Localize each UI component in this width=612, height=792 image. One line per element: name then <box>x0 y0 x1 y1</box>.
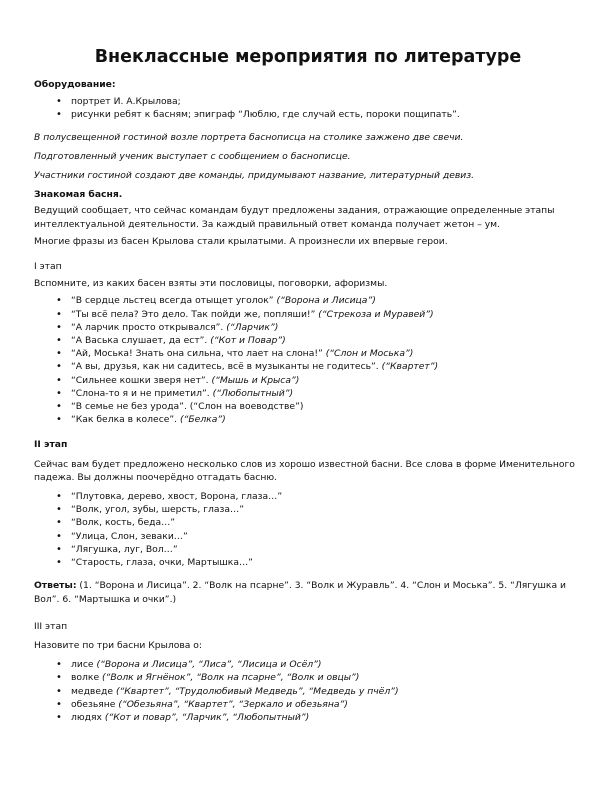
list-item: • людях (“Кот и повар”, “Ларчик”, “Любопытный”) <box>56 711 310 723</box>
bullet-icon: • <box>56 517 62 529</box>
stage3-list <box>34 658 582 724</box>
document-page <box>34 46 582 724</box>
bullet-icon: • <box>56 401 62 413</box>
list-item: • “А вы, друзья, как ни садитесь, всё в музыканты не годитесь”. (“Квартет”) <box>56 361 439 373</box>
bullet-icon: • <box>56 659 62 671</box>
list-item: • “Слона-то я и не приметил”. (“Любопытный”) <box>56 387 294 399</box>
known-fable-paragraph: Ведущий сообщает, что сейчас командам будут предложены задания, отражающие определенные этапы интеллектуальной деятельности. За каждый правильный ответ команда получает жетон – ум. <box>34 205 555 230</box>
stage2-label: II этап <box>34 439 68 451</box>
bullet-icon: • <box>56 557 62 569</box>
bullet-icon: • <box>56 96 62 108</box>
page-title: Внеклассные мероприятия по литературе <box>94 47 522 67</box>
stage3-label: III этап <box>34 620 68 632</box>
stage2-list <box>34 490 582 569</box>
stage1-prompt: Вспомните, из каких басен взяты эти пословицы, поговорки, афоризмы. <box>34 278 388 290</box>
list-item: • “Плутовка, дерево, хвост, Ворона, глаза…” <box>56 491 283 503</box>
known-fable-paragraph: Многие фразы из басен Крылова стали крылатыми. А произнесли их впервые герои. <box>34 235 448 247</box>
intro-line: Подготовленный ученик выступает с сообщением о баснописце. <box>34 150 351 162</box>
stage1-label: I этап <box>34 261 62 273</box>
list-item: • обезьяне (“Обезьяна”, “Квартет”, “Зеркало и обезьяна”) <box>56 698 348 710</box>
list-item: • медведе (“Квартет”, “Трудолюбивый Медведь”, “Медведь у пчёл”) <box>56 685 399 697</box>
list-item: • “Как белка в колесе”. (“Белка”) <box>56 414 226 426</box>
bullet-icon: • <box>56 530 62 542</box>
list-item: • “Лягушка, луг, Вол…” <box>56 543 178 555</box>
list-item: • лисе (“Ворона и Лисица”, “Лиса”, “Лисица и Осёл”) <box>56 659 322 671</box>
bullet-icon: • <box>56 414 62 426</box>
list-item: • “Ай, Моська! Знать она сильна, что лает на слона!” (“Слон и Моська”) <box>56 348 414 360</box>
intro-line: Участники гостиной создают две команды, придумывают название, литературный девиз. <box>34 170 475 182</box>
bullet-icon: • <box>56 308 62 320</box>
list-item: • “Волк, кость, беда…” <box>56 517 176 529</box>
bullet-icon: • <box>56 685 62 697</box>
bullet-icon: • <box>56 387 62 399</box>
list-item: • рисунки ребят к басням; эпиграф “Люблю, где случай есть, пороки пощипать”. <box>56 109 460 121</box>
bullet-icon: • <box>56 543 62 555</box>
bullet-icon: • <box>56 348 62 360</box>
list-item: • “А ларчик просто открывался”. (“Ларчик”) <box>56 321 279 333</box>
bullet-icon: • <box>56 672 62 684</box>
list-item: • “Старость, глаза, очки, Мартышка…” <box>56 557 253 569</box>
list-item: • “Ты всё пела? Это дело. Так пойди же, попляши!” (“Стрекоза и Муравей”) <box>56 308 434 320</box>
bullet-icon: • <box>56 698 62 710</box>
list-item: • “А Васька слушает, да ест”. (“Кот и Повар”) <box>56 335 286 347</box>
bullet-icon: • <box>56 321 62 333</box>
stage2-prompt: Сейчас вам будет предложено несколько слов из хорошо известной басни. Все слова в форме Именительного падежа. Вы должны поочерёдно отгадать басню. <box>34 458 575 483</box>
list-item: • “Улица, Слон, зеваки…” <box>56 530 188 542</box>
known-fable-heading: Знакомая басня. <box>34 189 123 201</box>
stage2-answers: Ответы: (1. “Ворона и Лисица”. 2. “Волк на псарне”. 3. “Волк и Журавль”. 4. “Слон и Моська”. 5. “Лягушка и Вол”. 6. “Мартышка и очки”.) <box>34 580 567 605</box>
list-item: • волке (“Волк и Ягнёнок”, “Волк на псарне”, “Волк и овцы”) <box>56 672 360 684</box>
list-item: • “В семье не без урода”. (“Слон на воеводстве”) <box>56 401 304 413</box>
stage3-prompt: Назовите по три басни Крылова о: <box>34 639 203 651</box>
list-item: • “Волк, угол, зубы, шерсть, глаза…” <box>56 504 244 516</box>
bullet-icon: • <box>56 295 62 307</box>
bullet-icon: • <box>56 109 62 121</box>
list-item: • “Сильнее кошки зверя нет”. (“Мышь и Крыса”) <box>56 374 300 386</box>
bullet-icon: • <box>56 335 62 347</box>
bullet-icon: • <box>56 504 62 516</box>
bullet-icon: • <box>56 711 62 723</box>
bullet-icon: • <box>56 361 62 373</box>
stage1-list <box>34 294 582 426</box>
bullet-icon: • <box>56 374 62 386</box>
bullet-icon: • <box>56 491 62 503</box>
equipment-heading: Оборудование: <box>34 79 116 90</box>
intro-line: В полусвещенной гостиной возле портрета баснописца на столике зажжено две свечи. <box>34 131 464 143</box>
list-item: • “В сердце льстец всегда отыщет уголок” (“Ворона и Лисица”) <box>56 295 376 307</box>
equipment-list <box>34 95 582 121</box>
list-item: • портрет И. А.Крылова; <box>56 96 181 108</box>
